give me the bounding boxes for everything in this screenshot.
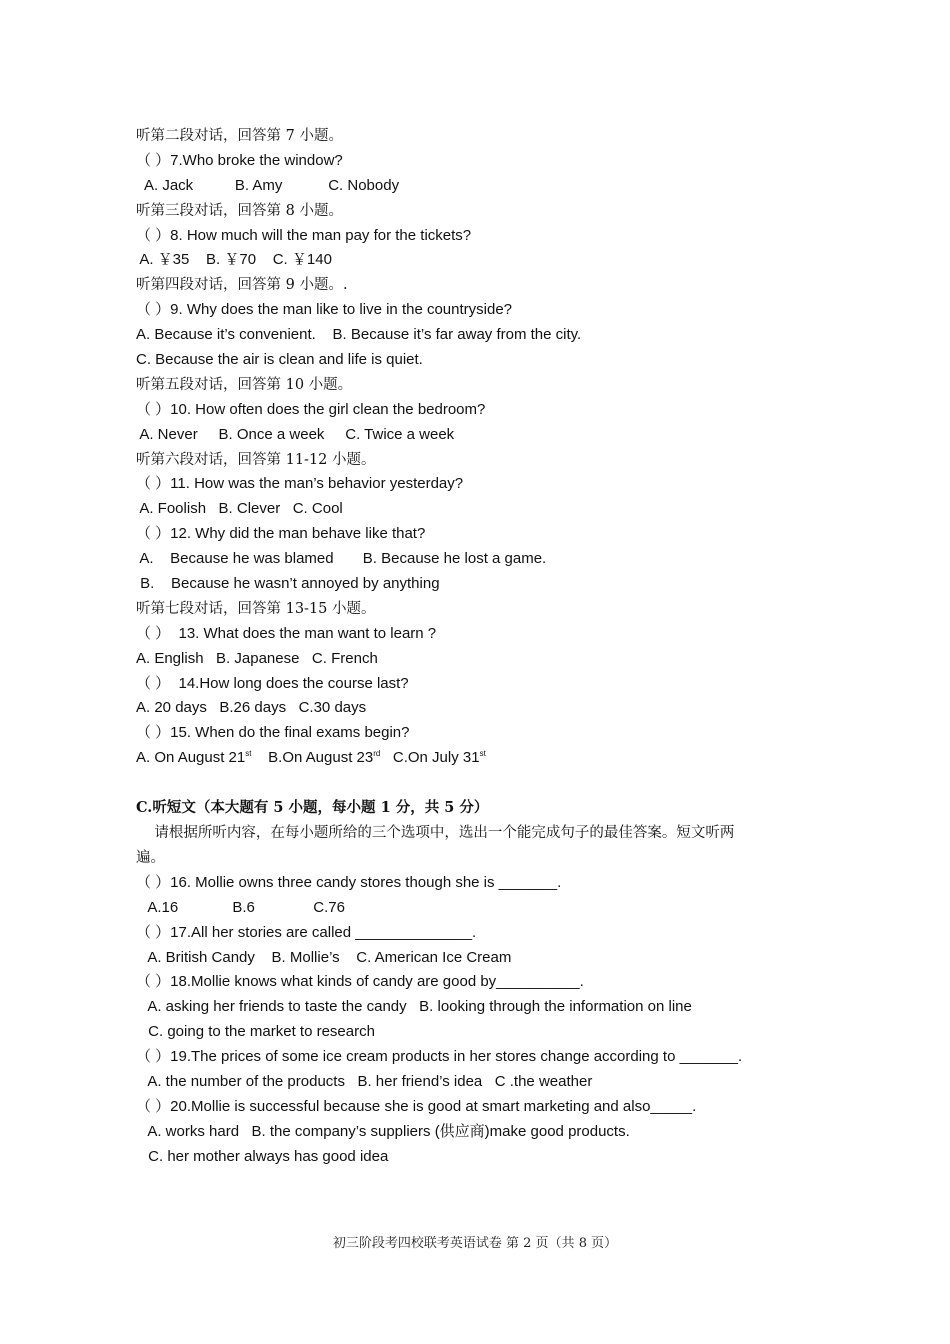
question-14: （ ） 14.How long does the course last?	[136, 674, 409, 692]
question-18: （ ）18.Mollie knows what kinds of candy are good by__________.	[136, 973, 584, 991]
question-12-option-line-2: B. Because he wasn’t annoyed by anything	[136, 575, 440, 593]
spacer	[136, 771, 836, 796]
superscript: st	[245, 749, 252, 759]
question-17: （ ）17.All her stories are called ______________.	[136, 923, 477, 941]
question-19-options: A. the number of the products B. her friend’s idea C .the weather	[144, 1072, 593, 1090]
question-10-options: A. Never B. Once a week C. Twice a week	[136, 425, 455, 443]
question-11: （ ）11. How was the man’s behavior yesterday?	[136, 475, 464, 493]
question-15-options	[136, 746, 836, 771]
question-9-options-c: C. Because the air is clean and life is quiet.	[136, 351, 423, 369]
question-20-options-ab: A. works hard B. the company’s suppliers (供应商)make good products.	[144, 1122, 630, 1140]
question-16-options: A.16 B.6 C.76	[144, 898, 345, 916]
section-c-instructions-1: 请根据所听内容，在每小题所给的三个选项中，选出一个能完成句子的最佳答案。短文听两	[136, 825, 735, 842]
superscript: st	[479, 749, 486, 759]
option-b: B.On August 23	[251, 749, 374, 767]
superscript: rd	[373, 749, 381, 759]
question-12-option-line-1: A. Because he was blamed B. Because he lost a game.	[136, 550, 547, 568]
dialogue-2-heading: 听第二段对话，回答第 7 小题。	[136, 128, 343, 144]
dialogue-4-heading: 听第四段对话，回答第 9 小题。.	[136, 277, 348, 294]
question-9: （ ）9. Why does the man like to live in the countryside?	[136, 301, 513, 319]
question-13-options: A. English B. Japanese C. French	[136, 649, 378, 667]
question-11-options: A. Foolish B. Clever C. Cool	[136, 500, 343, 518]
question-14-options: A. 20 days B.26 days C.30 days	[136, 699, 367, 717]
dialogue-7-heading: 听第七段对话，回答第 13-15 小题。	[136, 600, 376, 617]
question-17-options: A. British Candy B. Mollie’s C. American Ice Cream	[144, 948, 512, 966]
section-c-title: C.听短文（本大题有 5 小题，每小题 1 分，共 5 分）	[136, 799, 489, 817]
exam-page-content	[136, 124, 836, 1170]
dialogue-6-heading: 听第六段对话，回答第 11-12 小题。	[136, 451, 376, 468]
question-7: （ ）7.Who broke the window?	[136, 151, 343, 169]
page-footer: 初三阶段考四校联考英语试卷 第 2 页（共 8 页）	[332, 1236, 618, 1251]
question-8-options: A. ￥35 B. ￥70 C. ￥140	[136, 251, 332, 269]
option-c: C.On July 31	[380, 749, 480, 767]
question-18-options-c: C. going to the market to research	[144, 1023, 375, 1041]
question-13: （ ） 13. What does the man want to learn ?	[136, 624, 437, 642]
section-c-instructions-2: 遍。	[136, 849, 165, 866]
question-20: （ ）20.Mollie is successful because she is good at smart marketing and also_____.	[136, 1097, 697, 1115]
question-18-options-ab: A. asking her friends to taste the candy B. looking through the information on line	[144, 998, 692, 1016]
question-8: （ ）8. How much will the man pay for the tickets?	[136, 226, 472, 244]
question-12: （ ）12. Why did the man behave like that?	[136, 525, 426, 543]
question-7-options: A. Jack B. Amy C. Nobody	[144, 176, 400, 194]
question-19: （ ）19.The prices of some ice cream products in her stores change according to _______.	[136, 1048, 743, 1066]
option-a: A. On August 21	[136, 749, 246, 767]
question-10: （ ）10. How often does the girl clean the bedroom?	[136, 400, 486, 418]
question-16: （ ）16. Mollie owns three candy stores though she is _______.	[136, 873, 562, 891]
question-15: （ ）15. When do the final exams begin?	[136, 724, 410, 742]
dialogue-3-heading: 听第三段对话，回答第 8 小题。	[136, 202, 343, 219]
question-20-options-c: C. her mother always has good idea	[144, 1147, 389, 1165]
dialogue-5-heading: 听第五段对话，回答第 10 小题。	[136, 376, 353, 393]
question-9-options-ab: A. Because it’s convenient. B. Because it’s far away from the city.	[136, 326, 582, 344]
